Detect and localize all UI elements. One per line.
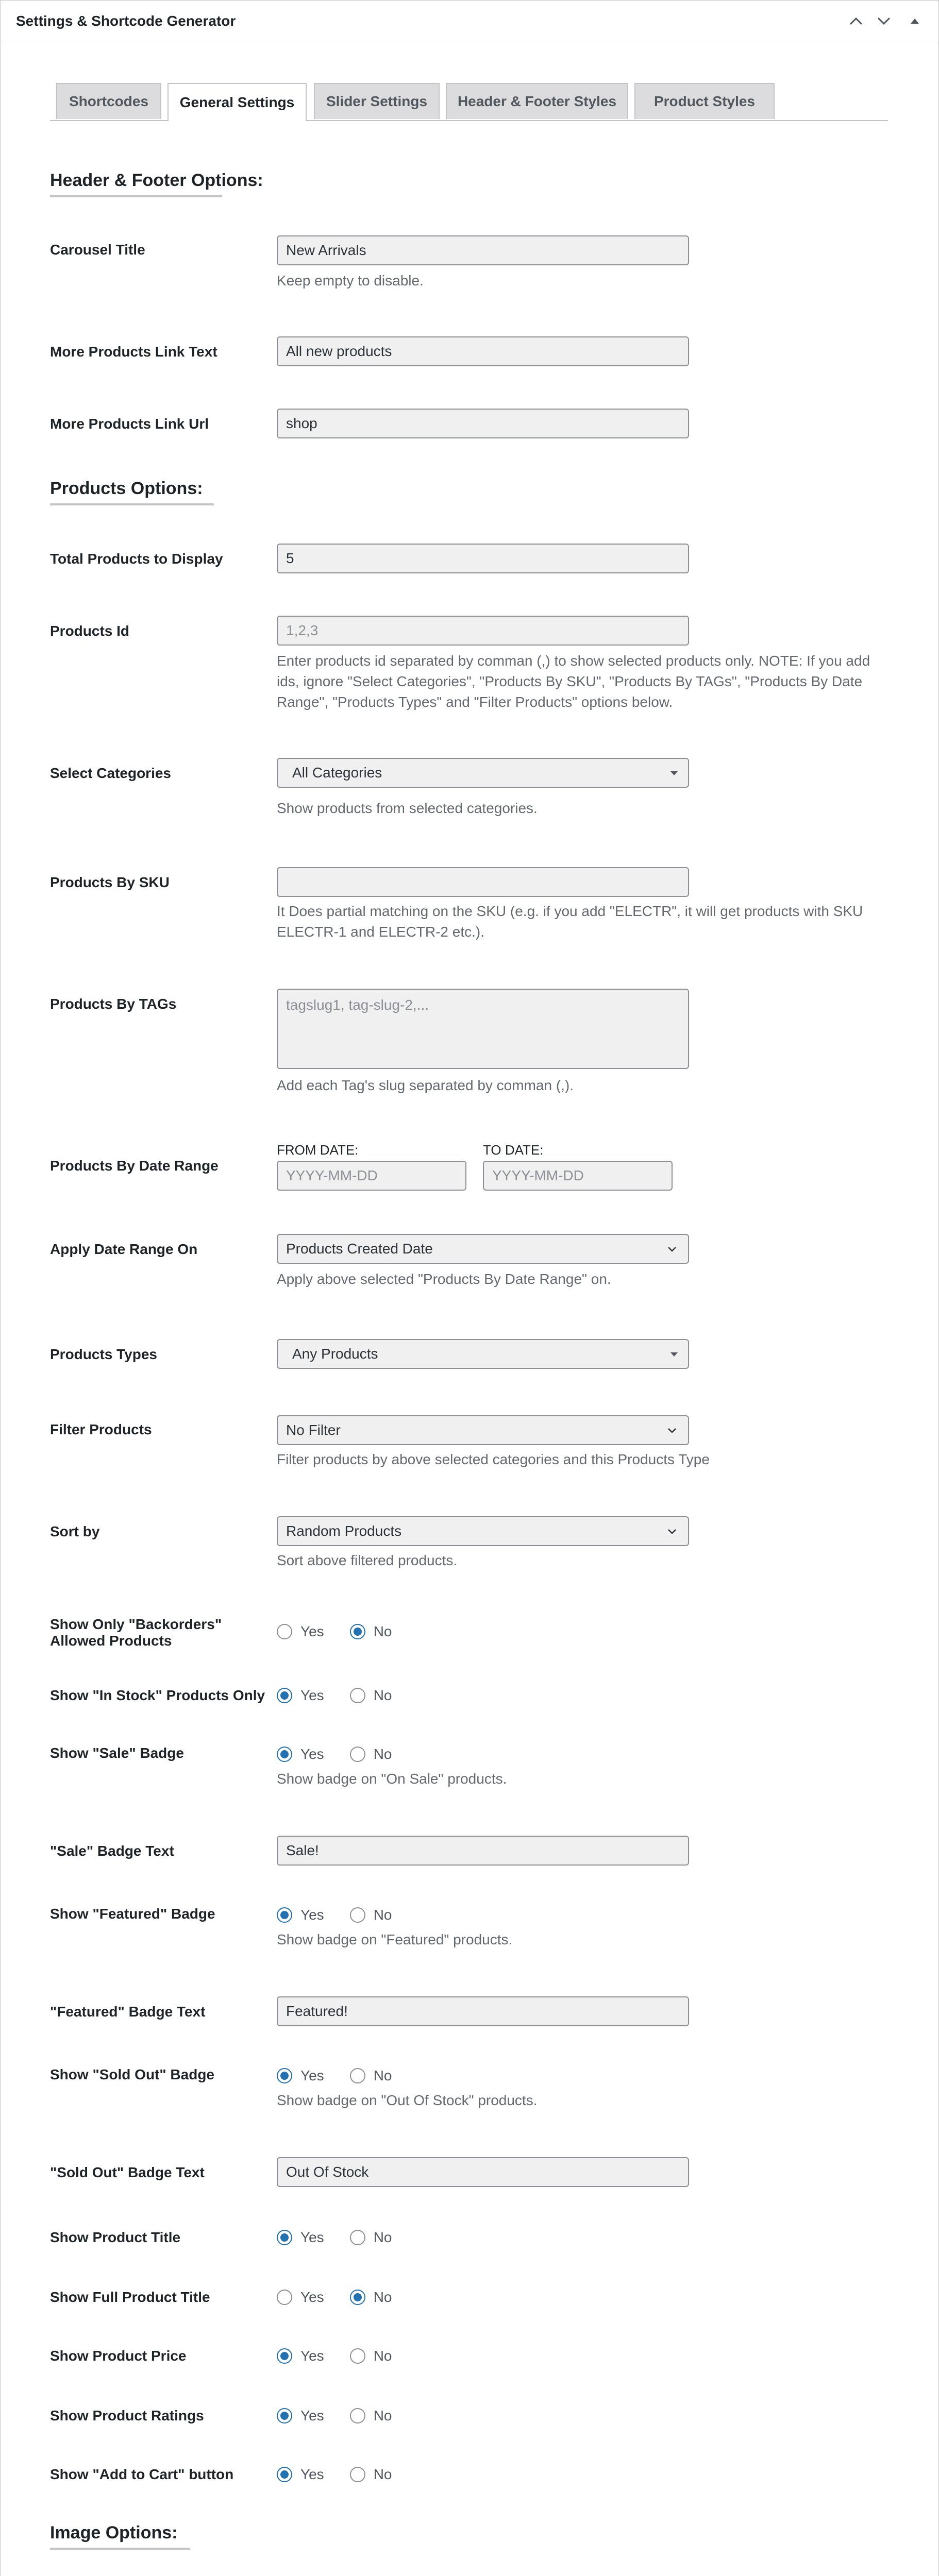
in-stock-label: Show "In Stock" Products Only <box>50 1687 265 1703</box>
featured-badge-text-label: "Featured" Badge Text <box>50 2004 206 2020</box>
radio-label-yes: Yes <box>300 1746 324 1762</box>
sort-by-label: Sort by <box>50 1523 100 1539</box>
radio-label-yes: Yes <box>300 2408 324 2424</box>
move-down-button[interactable] <box>873 10 895 32</box>
to-date-input[interactable] <box>483 1161 673 1191</box>
soldout-badge-radio-yes[interactable] <box>277 2068 292 2083</box>
products-by-tags-help: Add each Tag's slug separated by comman (,). <box>277 1077 574 1093</box>
featured-badge-radio-yes[interactable] <box>277 1907 292 1923</box>
panel-title: Settings & Shortcode Generator <box>16 13 236 29</box>
sale-badge-help: Show badge on "On Sale" products. <box>277 1771 507 1787</box>
radio-label-no: No <box>373 2289 392 2305</box>
chevron-down-icon <box>665 1242 679 1256</box>
filter-products-label: Filter Products <box>50 1421 152 1437</box>
products-types-label: Products Types <box>50 1346 157 1362</box>
soldout-badge-help: Show badge on "Out Of Stock" products. <box>277 2092 538 2108</box>
toggle-panel-button[interactable] <box>903 10 926 32</box>
featured-badge-text-input[interactable] <box>277 1996 689 2026</box>
section-products-title: Products Options: <box>50 479 203 498</box>
products-by-sku-label: Products By SKU <box>50 874 170 890</box>
chevron-down-icon <box>665 1524 679 1538</box>
radio-label-yes: Yes <box>300 2466 324 2482</box>
show-ratings-label: Show Product Ratings <box>50 2408 204 2424</box>
date-range-label: Products By Date Range <box>50 1158 219 1174</box>
from-date-label: FROM DATE: <box>277 1142 359 1158</box>
apply-date-range-label: Apply Date Range On <box>50 1241 198 1257</box>
more-link-url-input[interactable] <box>277 409 689 438</box>
featured-badge-help: Show badge on "Featured" products. <box>277 1931 513 1947</box>
select-categories-help: Show products from selected categories. <box>277 800 538 816</box>
chevron-up-icon <box>849 17 863 25</box>
radio-label-no: No <box>373 2348 392 2364</box>
caret-down-icon <box>670 1352 678 1357</box>
carousel-title-label: Carousel Title <box>50 242 145 258</box>
show-ratings-radio-yes[interactable] <box>277 2408 292 2424</box>
featured-badge-radio-no[interactable] <box>350 1907 365 1923</box>
in-stock-radio-yes[interactable] <box>277 1688 292 1703</box>
total-products-label: Total Products to Display <box>50 551 223 567</box>
show-full-title-radio-group <box>277 2288 392 2307</box>
radio-label-yes: Yes <box>300 1623 324 1639</box>
sale-badge-radio-group <box>277 1745 392 1764</box>
radio-label-yes: Yes <box>300 2229 324 2245</box>
radio-label-no: No <box>373 1907 392 1923</box>
show-title-radio-no[interactable] <box>350 2230 365 2245</box>
show-title-label: Show Product Title <box>50 2229 181 2245</box>
to-date-label: TO DATE: <box>483 1142 544 1158</box>
products-types-dropdown[interactable] <box>277 1339 689 1369</box>
more-link-text-label: More Products Link Text <box>50 344 217 360</box>
tab-shortcodes[interactable]: Shortcodes <box>56 83 161 119</box>
show-full-title-radio-no[interactable] <box>350 2290 365 2305</box>
radio-label-no: No <box>373 2229 392 2245</box>
sort-by-select[interactable] <box>277 1516 689 1546</box>
tab-general-settings[interactable]: General Settings <box>167 83 307 121</box>
show-price-radio-yes[interactable] <box>277 2348 292 2364</box>
caret-down-icon <box>670 771 678 775</box>
section-underline <box>50 503 214 505</box>
products-by-sku-input[interactable] <box>277 867 689 897</box>
in-stock-radio-no[interactable] <box>350 1688 365 1703</box>
show-title-radio-yes[interactable] <box>277 2230 292 2245</box>
show-add-to-cart-label: Show "Add to Cart" button <box>50 2466 234 2482</box>
sale-badge-text-label: "Sale" Badge Text <box>50 1843 174 1859</box>
chevron-down-icon <box>665 1423 679 1437</box>
filter-products-value: No Filter <box>286 1422 341 1438</box>
section-underline <box>50 195 222 197</box>
tab-slider-settings[interactable]: Slider Settings <box>314 83 440 119</box>
radio-label-no: No <box>373 2408 392 2424</box>
sale-badge-text-input[interactable] <box>277 1836 689 1866</box>
more-link-text-input[interactable] <box>277 336 689 366</box>
backorders-radio-yes[interactable] <box>277 1624 292 1639</box>
show-price-label: Show Product Price <box>50 2348 187 2364</box>
select-categories-label: Select Categories <box>50 765 171 781</box>
show-ratings-radio-no[interactable] <box>350 2408 365 2424</box>
apply-date-range-help: Apply above selected "Products By Date Range" on. <box>277 1271 611 1287</box>
carousel-title-help: Keep empty to disable. <box>277 273 424 289</box>
show-price-radio-no[interactable] <box>350 2348 365 2364</box>
move-up-button[interactable] <box>845 10 867 32</box>
products-types-value: Any Products <box>292 1346 378 1362</box>
radio-label-no: No <box>373 1623 392 1639</box>
backorders-label: Show Only "Backorders" Allowed Products <box>50 1616 222 1649</box>
radio-label-yes: Yes <box>300 2289 324 2305</box>
carousel-title-input[interactable] <box>277 235 689 265</box>
products-id-label: Products Id <box>50 623 130 639</box>
show-add-to-cart-radio-no[interactable] <box>350 2467 365 2482</box>
sort-by-help: Sort above filtered products. <box>277 1552 458 1568</box>
chevron-down-icon <box>877 17 891 25</box>
soldout-badge-radio-no[interactable] <box>350 2068 365 2083</box>
products-by-tags-label: Products By TAGs <box>50 996 177 1012</box>
select-categories-value: All Categories <box>292 765 382 781</box>
select-categories-dropdown[interactable] <box>277 758 689 788</box>
products-id-help: Enter products id separated by comman (,) to show selected products only. NOTE: If you add ids, ignore "Select Categories", "Products By SKU", "Products By TAGs", "Products By Date Range", "Products Types" and "Filter Products" options below. <box>277 653 870 710</box>
filter-products-help: Filter products by above selected categories and this Products Type <box>277 1451 710 1467</box>
in-stock-radio-group <box>277 1686 392 1705</box>
products-by-sku-help: It Does partial matching on the SKU (e.g. if you add "ELECTR", it will get products with SKU ELECTR-1 and ELECTR-2 etc.). <box>277 903 863 940</box>
tab-bar <box>50 83 888 121</box>
section-header-footer-title: Header & Footer Options: <box>50 171 263 190</box>
show-add-to-cart-radio-group <box>277 2465 392 2484</box>
section-underline <box>50 2548 190 2550</box>
sale-badge-radio-yes[interactable] <box>277 1747 292 1762</box>
featured-badge-radio-group <box>277 1906 392 1924</box>
featured-badge-label: Show "Featured" Badge <box>50 1906 215 1922</box>
show-full-title-label: Show Full Product Title <box>50 2289 210 2305</box>
backorders-radio-no[interactable] <box>350 1624 365 1639</box>
radio-label-no: No <box>373 2067 392 2083</box>
products-id-input[interactable] <box>277 616 689 646</box>
radio-label-no: No <box>373 2466 392 2482</box>
triangle-up-icon <box>911 18 919 24</box>
more-link-url-label: More Products Link Url <box>50 416 209 432</box>
radio-label-yes: Yes <box>300 2348 324 2364</box>
radio-label-no: No <box>373 1746 392 1762</box>
radio-label-no: No <box>373 1687 392 1703</box>
soldout-badge-text-label: "Sold Out" Badge Text <box>50 2164 205 2180</box>
apply-date-range-select[interactable] <box>277 1234 689 1264</box>
show-add-to-cart-radio-yes[interactable] <box>277 2467 292 2482</box>
soldout-badge-label: Show "Sold Out" Badge <box>50 2066 214 2082</box>
from-date-input[interactable] <box>277 1161 466 1191</box>
soldout-badge-text-input[interactable] <box>277 2157 689 2187</box>
total-products-input[interactable] <box>277 544 689 573</box>
filter-products-select[interactable] <box>277 1415 689 1445</box>
radio-label-yes: Yes <box>300 1687 324 1703</box>
soldout-badge-radio-group <box>277 2066 392 2085</box>
sale-badge-label: Show "Sale" Badge <box>50 1745 184 1761</box>
panel-header <box>1 1 938 42</box>
products-by-tags-textarea[interactable] <box>277 989 689 1069</box>
show-title-radio-group <box>277 2228 392 2247</box>
tab-product-styles[interactable]: Product Styles <box>634 83 775 119</box>
sale-badge-radio-no[interactable] <box>350 1747 365 1762</box>
show-full-title-radio-yes[interactable] <box>277 2290 292 2305</box>
show-ratings-radio-group <box>277 2406 392 2425</box>
radio-label-yes: Yes <box>300 1907 324 1923</box>
sort-by-value: Random Products <box>286 1523 402 1539</box>
show-price-radio-group <box>277 2347 392 2365</box>
apply-date-range-value: Products Created Date <box>286 1241 433 1257</box>
section-image-title: Image Options: <box>50 2523 178 2543</box>
radio-label-yes: Yes <box>300 2067 324 2083</box>
tab-header-footer-styles[interactable]: Header & Footer Styles <box>446 83 628 119</box>
backorders-radio-group <box>277 1622 392 1641</box>
